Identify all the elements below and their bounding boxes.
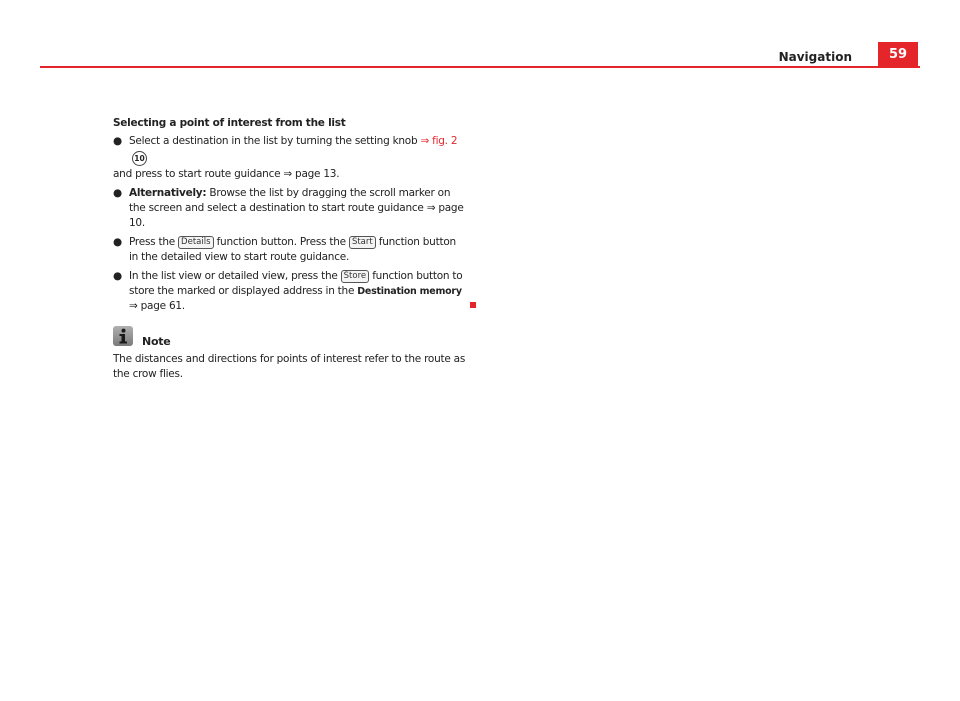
bullet-text: Select a destination in the list by turning the setting knob ⇒ fig. 210 (129, 134, 468, 166)
figure-reference-link[interactable]: ⇒ fig. 2 (420, 135, 458, 147)
section-heading: Selecting a point of interest from the list (113, 117, 346, 129)
section-title: Navigation (778, 50, 852, 64)
start-key: Start (349, 236, 376, 249)
bullet-text: Alternatively: Browse the list by dragging the scroll marker on the screen and select a destination to start route guidance ⇒ page 10. (129, 187, 464, 229)
list-item (113, 269, 468, 314)
bullet-continuation: and press to start route guidance ⇒ page 13. (113, 168, 340, 180)
content-column (113, 116, 468, 382)
note-title: Note (142, 335, 171, 348)
section-end-marker (470, 302, 476, 308)
store-key: Store (341, 270, 369, 283)
bullet-icon: ● (113, 270, 122, 282)
info-icon (113, 326, 133, 346)
list-item (113, 134, 468, 166)
alternatively-label: Alternatively: (129, 187, 207, 199)
destination-memory-term: Destination memory (357, 286, 462, 297)
bullet-text: Press the Details function button. Press the Start function button in the detailed view to start route guidance. (129, 236, 456, 263)
header-rule (40, 66, 920, 68)
list-item (113, 235, 468, 265)
bullet-icon: ● (113, 135, 122, 147)
note-header (113, 326, 468, 346)
details-key: Details (178, 236, 213, 249)
bullet-text: In the list view or detailed view, press the Store function button to store the marked or displayed address in the Destination memory ⇒ page 61. (129, 270, 463, 312)
list-item (113, 186, 468, 231)
page-number: 59 (878, 42, 918, 67)
callout-number-icon: 10 (132, 151, 147, 166)
bullet-icon: ● (113, 187, 122, 199)
bullet-icon: ● (113, 236, 122, 248)
note-text: The distances and directions for points of interest refer to the route as the crow flies. (113, 353, 466, 380)
